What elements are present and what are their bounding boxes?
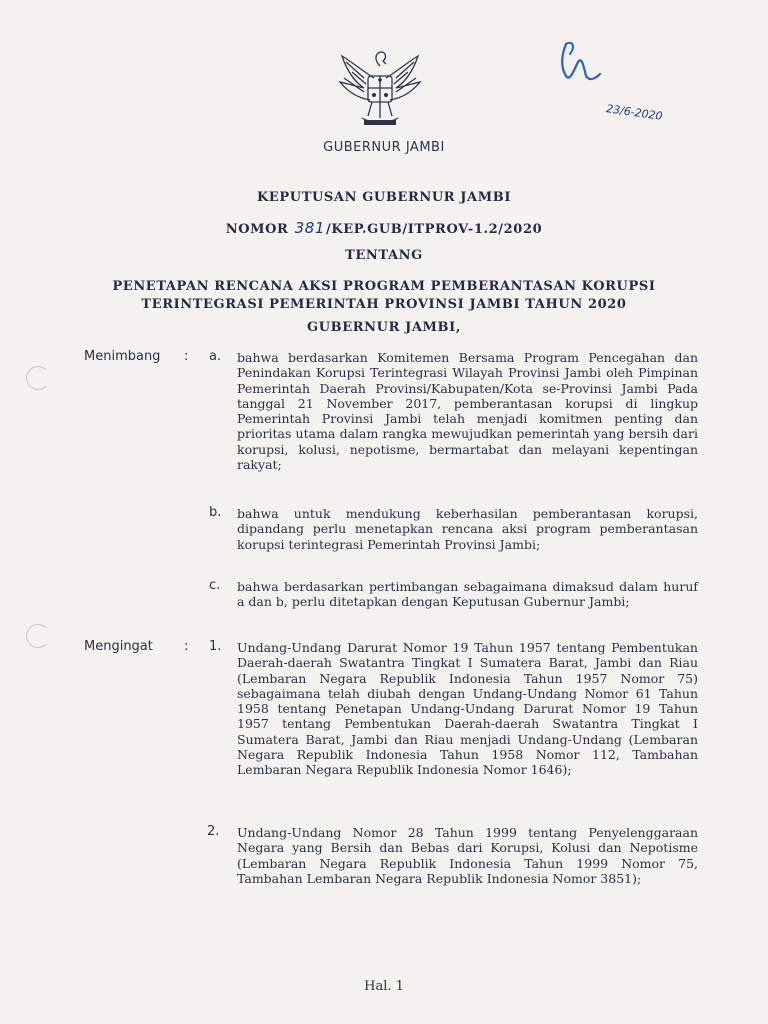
decree-number (0, 219, 768, 237)
menimbang-item-b: bahwa untuk mendukung keberhasilan pemberantasan korupsi, dipandang perlu menetapkan rencana aksi program pemberantasan korupsi terintegrasi Pemerintah Provinsi Jambi; (237, 506, 698, 552)
mengingat-item-1: Undang-Undang Darurat Nomor 19 Tahun 1957 tentang Pembentukan Daerah-daerah Swatantra Tingkat I Sumatera Barat, Jambi dan Riau (Lembaran Negara Republik Indonesia Tahun 1957 Nomor 75) sebagaimana telah diubah dengan Undang-Undang Nomor 61 Tahun 1958 tentang Penetapan Undang-Undang Darurat Nomor 19 Tahun 1957 tentang Pembentukan Daerah-daerah Swatantra Tingkat I Sumatera Barat, Jambi dan Riau menjadi Undang-Undang (Lembaran Negara Republik Indonesia Tahun 1958 Nomor 112, Tambahan Lembaran Negara Republik Indonesia Nomor 1646); (237, 640, 698, 778)
menimbang-marker-c: c. (209, 578, 221, 593)
number-handwritten: 381 (294, 219, 326, 237)
number-suffix: /KEP.GUB/ITPROV-1.2/2020 (326, 222, 543, 237)
menimbang-label: Menimbang (84, 349, 161, 364)
subject-line-2: TERINTEGRASI PEMERINTAH PROVINSI JAMBI TAHUN 2020 (141, 297, 627, 312)
mengingat-colon: : (184, 639, 189, 654)
menimbang-marker-a: a. (209, 349, 222, 364)
handwritten-paraf (556, 36, 604, 86)
issuer-title: GUBERNUR JAMBI, (307, 320, 461, 335)
subject-line-1: PENETAPAN RENCANA AKSI PROGRAM PEMBERANTASAN KORUPSI (112, 279, 656, 294)
decree-title: KEPUTUSAN GUBERNUR JAMBI (257, 190, 511, 205)
decree-subject (0, 278, 768, 314)
mengingat-marker-1: 1. (209, 639, 222, 654)
punch-hole-mark (26, 366, 50, 390)
mengingat-label: Mengingat (84, 639, 153, 654)
garuda-emblem-icon (334, 48, 426, 136)
mengingat-item-2: Undang-Undang Nomor 28 Tahun 1999 tentang Penyelenggaraan Negara yang Bersih dan Bebas dari Korupsi, Kolusi dan Nepotisme (Lembaran Negara Republik Indonesia Tahun 1999 Nomor 75, Tambahan Lembaran Negara Republik Indonesia Nomor 3851); (237, 825, 698, 886)
mengingat-marker-2: 2. (207, 824, 220, 839)
menimbang-item-a: bahwa berdasarkan Komitemen Bersama Program Pencegahan dan Penindakan Korupsi Terintegrasi Wilayah Provinsi Jambi oleh Pimpinan Pemerintah Daerah Provinsi/Kabupaten/Kota se-Provinsi Jambi Pada tanggal 21 November 2017, pemberantasan korupsi di lingkup Pemerintah Provinsi Jambi telah menjadi komitmen penting dan prioritas utama dalam rangka mewujudkan pemerintah yang bersih dari korupsi, kolusi, nepotisme, bermartabat dan melayani kepentingan rakyat; (237, 350, 698, 473)
menimbang-marker-b: b. (209, 505, 222, 520)
about-label: TENTANG (345, 248, 423, 263)
number-prefix: NOMOR (225, 222, 289, 237)
menimbang-colon: : (184, 349, 189, 364)
page-number: Hal. 1 (364, 979, 404, 994)
menimbang-item-c: bahwa berdasarkan pertimbangan sebagaimana dimaksud dalam huruf a dan b, perlu ditetapkan dengan Keputusan Gubernur Jambi; (237, 579, 698, 610)
punch-hole-mark (26, 624, 50, 648)
handwritten-date: 23/6-2020 (605, 102, 664, 123)
organization-name: GUBERNUR JAMBI (323, 140, 445, 155)
